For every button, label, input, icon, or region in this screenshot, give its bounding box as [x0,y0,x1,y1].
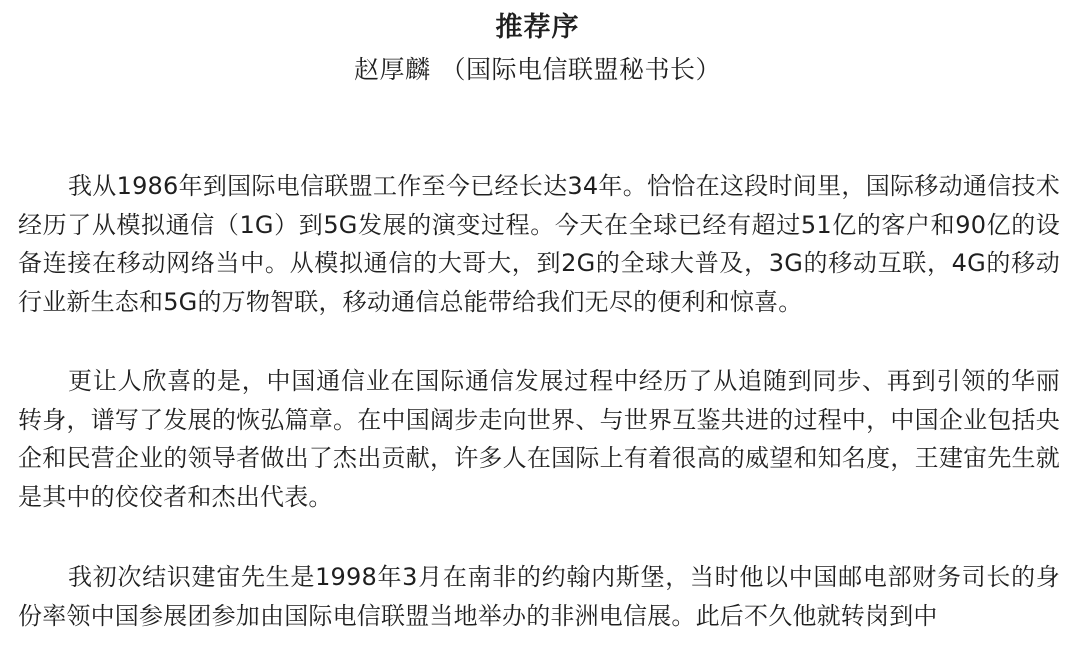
author-role: （国际电信联盟秘书长） [440,55,722,84]
body-paragraph: 我从1986年到国际电信联盟工作至今已经长达34年。恰恰在这段时间里，国际移动通信技术经历了从模拟通信（1G）到5G发展的演变过程。今天在全球已经有超过51亿的客户和90亿的设备连接在移动网络当中。从模拟通信的大哥大，到2G的全球大普及，3G的移动互联，4G的移动行业新生态和5G的万物智联，移动通信总能带给我们无尽的便利和惊喜。 [18,172,1060,317]
body-paragraph: 我初次结识建宙先生是1998年3月在南非的约翰内斯堡，当时他以中国邮电部财务司长的身份率领中国参展团参加由国际电信联盟当地举办的非洲电信展。此后不久他就转岗到中 [18,563,1060,630]
author-name: 赵厚麟 [353,55,431,84]
page-title: 推荐序 [495,12,580,43]
body-paragraph: 更让人欣喜的是，中国通信业在国际通信发展过程中经历了从追随到同步、再到引领的华丽转身，谱写了发展的恢弘篇章。在中国阔步走向世界、与世界互鉴共进的过程中，中国企业包括央企和民营企业的领导者做出了杰出贡献，许多人在国际上有着很高的威望和知名度，王建宙先生就是其中的佼佼者和杰出代表。 [18,367,1060,512]
author-byline [0,52,1075,88]
